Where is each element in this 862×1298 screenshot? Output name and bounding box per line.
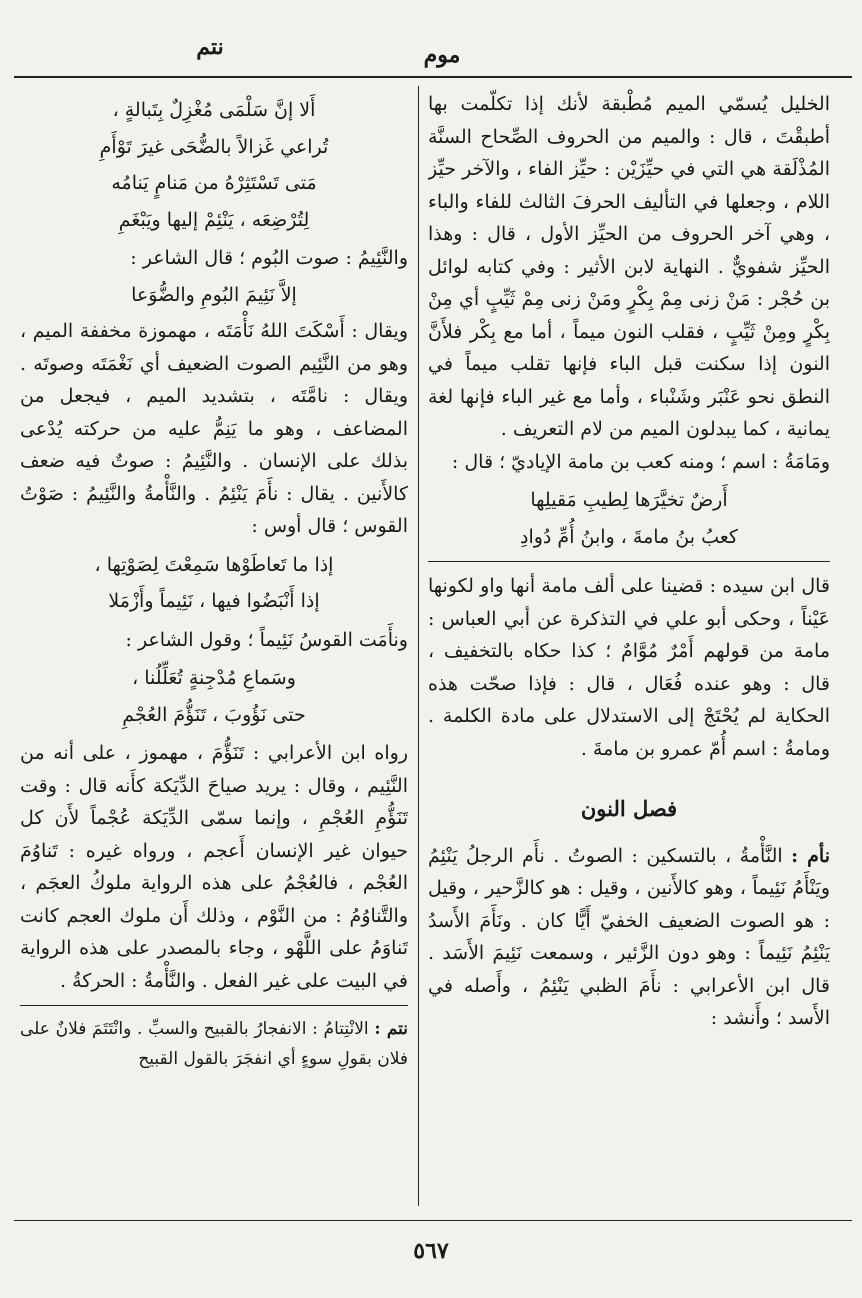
page-number: ٥٦٧ xyxy=(413,1238,449,1264)
entry-headword: نأم : xyxy=(791,844,830,867)
right-column xyxy=(428,88,830,1208)
header-rule xyxy=(14,76,852,78)
paragraph: والنَّئِيمُ : صوت البُوم ؛ قال الشاعر : xyxy=(130,247,408,269)
entry-paragraph xyxy=(428,840,830,1035)
verse-line: إذا ما تَعاطَوْها سَمِعْتَ لِصَوْتِها ، xyxy=(94,553,334,576)
verse-block xyxy=(20,549,408,618)
verse-line: إلاَّ نَئِيمَ البُومِ والضُّوَعا xyxy=(131,283,297,306)
verse-block xyxy=(20,94,408,236)
verse-line: كعبُ بنُ مامةَ ، وابنُ أُمِّ دُوادِ xyxy=(520,525,738,548)
verse-block xyxy=(20,662,408,731)
entry-text: الانْتِتامُ : الانفجارُ بالقبيح والسبِّ . وانْتَتَمَ فلانٌ على فلان بقولِ سوءٍ أي انفجَرَ بالقول القبيح xyxy=(20,1019,408,1069)
verse-line: إذا أَنْبَضُوا فيها ، نَئِيماً وأَزْمَلا xyxy=(108,590,320,612)
left-column xyxy=(20,88,408,1208)
entry-separator xyxy=(20,1005,408,1006)
column-divider xyxy=(418,86,419,1206)
verse-line: حتى نَؤُوبَ ، تَنَؤُّمَ العُجْمِ xyxy=(122,703,306,726)
paragraph: رواه ابن الأعرابي : تَنَؤُّمَ ، مهموز ، على أنه من النَّئِيم ، وقال : يريد صياحَ الدِّيَكة كأَنه قال : وقت تَنَؤُّمِ العُجْمِ ، وإنما سمّى الدِّيَكة عُجْماً لأَن كل حيوان غير الإنسان أَعجم ، ورواه غيره : تَناوُمَ العُجْم ، فالعُجْمُ على هذه الرواية ملوكُ العجَم ، والتَّناوُمُ : من النَّوْم ، وذلك أَن ملوك العجم كانت تَناوَمُ على اللَّهْو ، وجاء بالمصدر على هذه الرواية في البيت على غير الفعل . والنَّأْمةُ : الحركةُ . xyxy=(20,742,408,992)
paragraph: ونأَمَت القوسُ نَئِيماً ؛ وقول الشاعر : xyxy=(125,628,408,651)
footer-rule xyxy=(14,1220,852,1221)
paragraph: قال ابن سيده : قضينا على ألف مامة أنها واو لكونها عَيْناً ، وحكى أبو علي في التذكرة عن أبي العباس : مامة من قولهم أَمْرٌ مُوَّامٌ ؛ كذا حكاه بالتخفيف ، قال : وهو عنده فُعَال ، قال : فإذا صحّت هذه الحكاية لم يُحْتَجْ إلى الاستدلال على مادة الكلمة . ومامةُ : اسم أُمّ عمرو بن مامةَ . xyxy=(428,575,830,760)
verse-line: لِتُرْضِعَه ، يَنْئِمْ إليها ويَبْغَمِ xyxy=(118,208,310,231)
section-separator xyxy=(428,561,830,562)
header-left-word: نتم xyxy=(196,34,224,60)
verse-block xyxy=(428,484,830,553)
verse-line: أَلا إنَّ سَلْمَى مُغْزِلٌ بِتَبالةٍ ، xyxy=(112,99,316,121)
paragraph: ومَامَةُ : اسم ؛ ومنه كعب بن مامة الإياديّ ؛ قال : xyxy=(451,450,830,473)
section-title: فصل النون xyxy=(580,796,678,821)
entry-text: النَّأْمةُ ، بالتسكين : الصوتُ . نأَم الرجلُ يَنْئِمُ ويَنْأَمُ نَئِيماً ، وهو كالأَنين ، وقيل : هو كالزَّحير ، وقيل : هو الصوت الضعيف الخفيّ أَيًّا كان . ونَأَمَ الأَسدُ يَنْئِمُ نَئِيماً : وهو دون الزَّئير ، وسمعت نَئِيمَ الأَسَد . قال ابن الأعرابي : نأَمَ الظبي يَنْئِمُ ، وأَصله في الأَسد ؛ وأَنشد : xyxy=(428,844,830,1029)
header-right-word: موم xyxy=(423,42,461,68)
entry-headword: نتم : xyxy=(374,1019,408,1039)
verse-line: أَرضٌ تخيَّرَها لِطيبِ مَقيلِها xyxy=(530,489,728,511)
paragraph: الخليل يُسمّي الميم مُطْبقة لأنك إذا تكلّمت بها أطبقْتَ ، قال : والميم من الحروف الصِّحاح السنَّة المُذْلَقة هي التي في حيِّزَيْن : حيِّز الفاء ، والآخر حيِّز اللام ، وجعلها في التأليف الحرفَ الثالث للفاء والباء ، وهي آخر الحروف من الحيِّز الأول ، قال : وهذا الحيِّز شفويٌّ . النهاية لابن الأثير : وفي كتابه لوائل بن حُجْر : مَنْ زنى مِمْ بِكْرٍ ومَنْ زنى مِمْ ثَيِّبٍ أي مِنْ بِكْرٍ ومِنْ ثَيِّبٍ ، فقلب النون ميماً ، أما مع بِكْر فلأَنَّ النون إذا سكنت قبل الباء فإنها تقلب ميماً في النطق نحو عَنْبَر وشَنْباء ، وأما مع غير الباء فإنها لغة يمانية ، كما يبدلون الميم من لام التعريف . xyxy=(428,93,830,440)
verse-line: مَتى تَسْتَثِرْهُ من مَنامٍ يَنامُه xyxy=(111,172,317,194)
paragraph: ويقال : أَسْكَتَ اللهُ نَأْمَتَه ، مهموزة مخففة الميم ، وهو من النَّئِيم الصوت الضعيف أي نَغْمَتَه وصوتَه . ويقال : نامَّتَه ، بتشديد الميم ، فيجعل من المضاعف ، وهو ما يَنِمُّ عليه من حركته يُدْعى بذلك على الإنسان . والنَّئِيمُ : صوتٌ فيه ضعف كالأَنين . يقال : نأَمَ يَنْئِمُ . والنَّأْمةُ والنَّئِيمُ : صَوْتُ القوس ؛ قال أوس : xyxy=(20,320,408,537)
entry-paragraph xyxy=(20,1014,408,1074)
verse-line: وسَماعِ مُدْجِنةٍ تُعَلِّلُنا ، xyxy=(132,667,296,689)
verse-line: تُراعي غَزالاً بالضُّحَى غيرَ تَوْأَمِ xyxy=(99,135,329,158)
